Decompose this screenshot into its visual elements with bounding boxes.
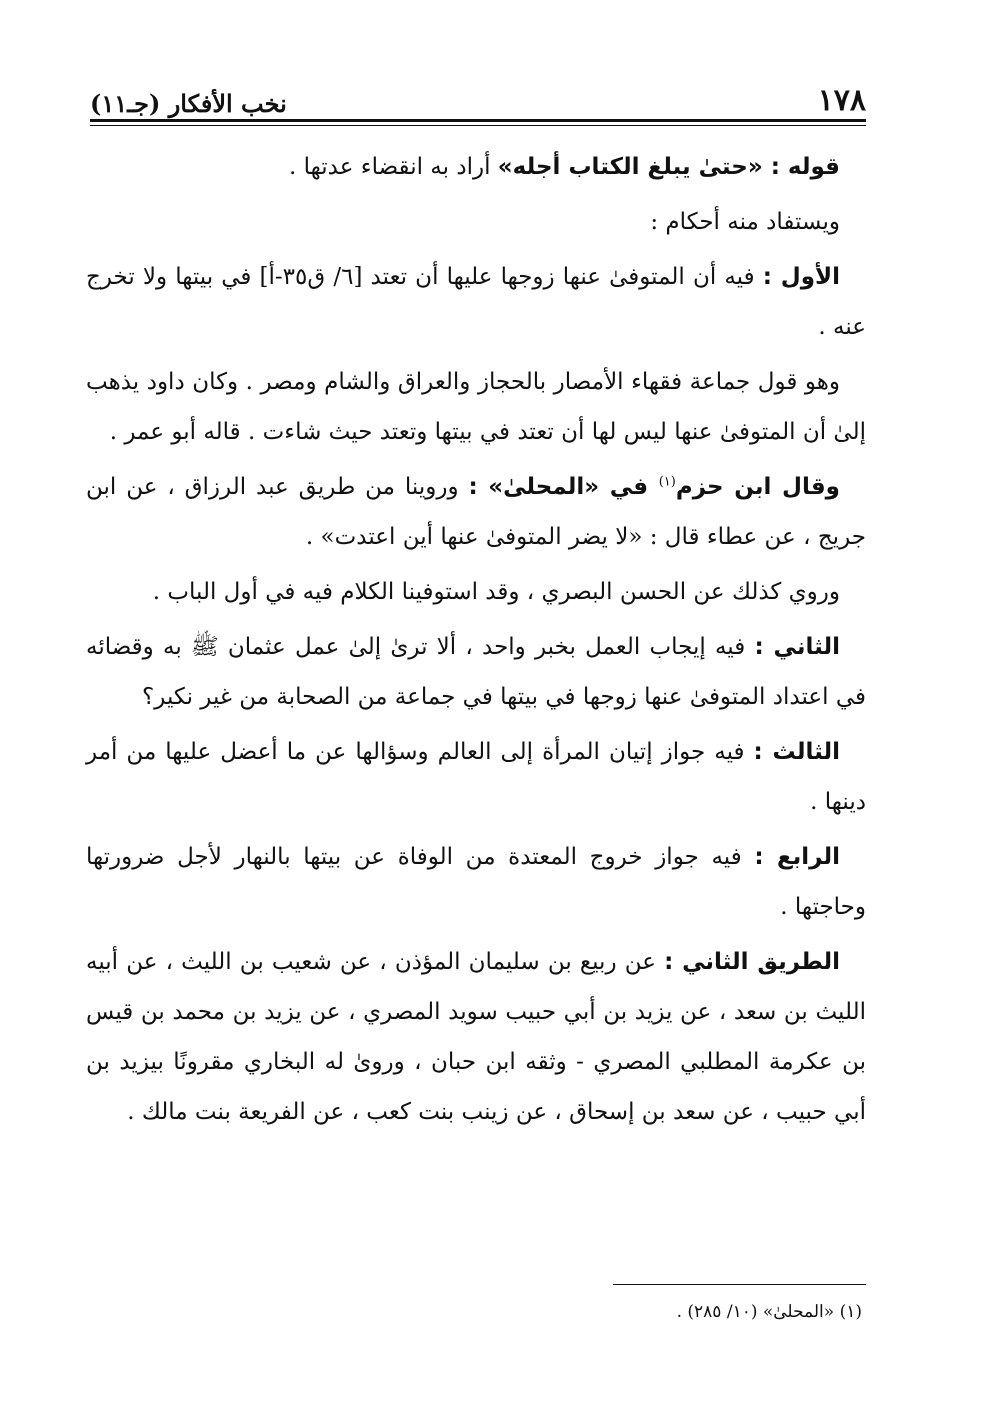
paragraph-text: ويستفاد منه أحكام : [650,209,840,235]
paragraph-fourth-ruling [86,832,866,932]
paragraph-second-ruling [86,622,866,722]
header-rule-thin [90,125,866,126]
header-rule-thick [90,119,866,122]
paragraph-text: وهو قول جماعة فقهاء الأمصار بالحجاز والعراق والشام ومصر . وكان داود يذهب إلىٰ أن المتوفىٰ عنها ليس لها أن تعتد في بيتها وتعتد حيث شاءت . قاله أبو عمر . [86,369,866,445]
paragraph-text: فيه إيجاب العمل بخبر واحد ، ألا ترىٰ إلىٰ عمل عثمان ﷺ به وقضائه في اعتداد المتوفىٰ عنها زوجها في بيتها في جماعة من الصحابة من غير نكير؟ [86,634,866,710]
paragraph-lead: الثالث : [753,739,841,765]
paragraph-text: وروي كذلك عن الحسن البصري ، وقد استوفينا الكلام فيه في أول الباب . [152,579,840,605]
paragraph-third-ruling [86,727,866,827]
paragraph-text: وروينا من طريق عبد الرزاق ، عن ابن جريج ، عن عطاء قال : «لا يضر المتوفىٰ عنها أين اعتدت» . [86,474,866,550]
paragraph-lead-source: في «المحلىٰ» : [468,474,659,500]
paragraph-first-ruling [86,252,866,352]
paragraph-text: فيه جواز خروج المعتدة من الوفاة عن بيتها بالنهار لأجل ضرورتها وحاجتها . [86,844,866,920]
paragraph-text: فيه جواز إتيان المرأة إلى العالم وسؤالها عن ما أعضل عليها من أمر دينها . [86,739,866,815]
running-title: نخب الأفكار (جـ١١) [90,89,287,118]
paragraph-text: فيه أن المتوفىٰ عنها زوجها عليها أن تعتد [٦/ ق٣٥-أ] في بيتها ولا تخرج عنه . [86,264,866,340]
paragraph-lead: الرابع : [754,844,841,870]
page-header [90,72,866,116]
footnote-text: (١) «المحلىٰ» (١٠/ ٢٨٥) . [676,1302,862,1322]
paragraph-lead: الأول : [762,264,841,290]
paragraph-jurists-opinion [86,357,866,457]
paragraph-ahkam-intro [86,197,866,247]
footnote [86,1298,862,1326]
paragraph-text: عن ربيع بن سليمان المؤذن ، عن شعيب بن الليث ، عن أبيه الليث بن سعد ، عن يزيد بن أبي حبيب سويد المصري ، عن يزيد بن محمد بن قيس بن عكرمة المطلبي المصري - وثقه ابن حبان ، وروىٰ له البخاري مقرونًا بيزيد بن أبي حبيب ، عن سعد بن إسحاق ، عن زينب بنت كعب ، عن الفريعة بنت مالك . [86,949,866,1125]
paragraph-hasan-basri [86,567,866,617]
footnote-separator [613,1284,866,1285]
paragraph-ibn-hazm [86,462,866,562]
paragraph-lead: الطريق الثاني : [664,949,840,975]
page-number: ١٧٨ [817,83,866,118]
paragraph-qawluh [86,142,866,192]
paragraph-second-chain [86,937,866,1137]
paragraph-text: أراد به انقضاء عدتها . [289,154,498,180]
paragraph-lead: وقال ابن حزم [675,474,840,500]
paragraph-lead: الثاني : [754,634,840,660]
main-text [86,142,866,1137]
footnote-marker: (١) [658,474,676,490]
paragraph-lead: قوله : «حتىٰ يبلغ الكتاب أجله» [497,154,840,180]
